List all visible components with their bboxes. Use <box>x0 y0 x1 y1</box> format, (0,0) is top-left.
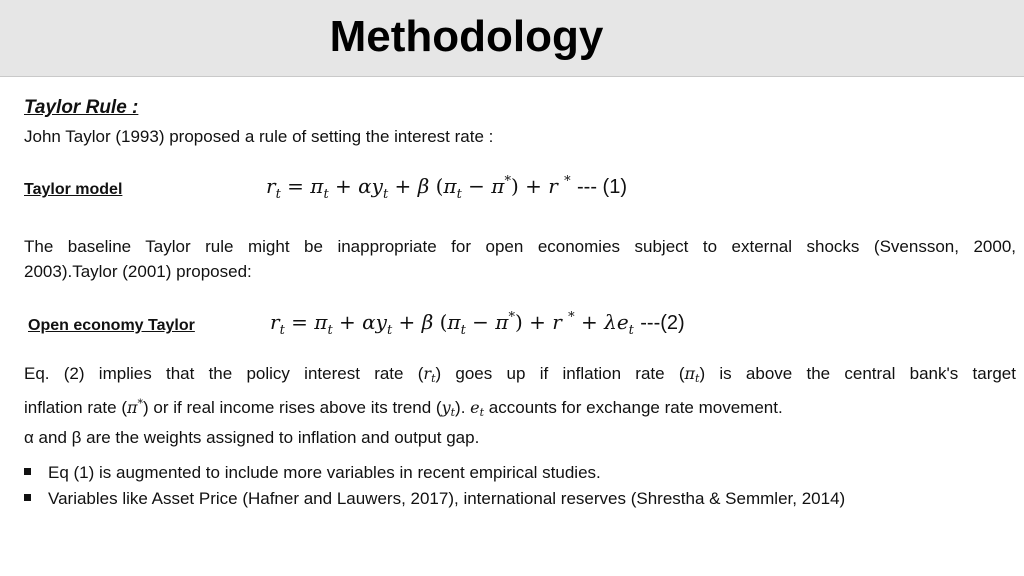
baseline-line-2: 2003).Taylor (2001) proposed: <box>24 262 252 281</box>
bullet-square-icon <box>24 494 31 501</box>
explanation-line-2: inflation rate (π*) or if real income rises above its trend $(y_t)$. $e_t$ accounts for exchange rate movement. <box>24 397 783 419</box>
equation-1: $r_t = \pi_t + \alpha y_t + \beta$ $(\pi_t - \pi^*) + r$ * --- (1) <box>266 174 627 202</box>
title-bar <box>0 0 1024 77</box>
bullet-item-2: Variables like Asset Price (Hafner and Lauwers, 2017), international reserves (Shrestha & Semmler, 2014) <box>24 489 845 509</box>
slide-title: Methodology <box>329 12 604 61</box>
bullet-item-1: Eq (1) is augmented to include more variables in recent empirical studies. <box>24 463 601 483</box>
taylor-model-label: Taylor model <box>24 181 123 198</box>
baseline-line-1: The baseline Taylor rule might be inappropriate for open economies subject to external shocks (Svensson, 2000, <box>24 237 1016 256</box>
intro-text: John Taylor (1993) proposed a rule of setting the interest rate : <box>24 127 494 146</box>
equation-2: $r_t = \pi_t + \alpha y_t + \beta$ $(\pi_t - \pi^*) + r$ $^* + \lambda e_t$ ---(2) <box>270 310 685 338</box>
explanation-line-3: α and β are the weights assigned to inflation and output gap. <box>24 428 480 447</box>
equation-1-number: --- (1) <box>577 176 627 198</box>
explanation-paragraph <box>24 361 1016 450</box>
equation-2-number: ---(2) <box>640 312 685 334</box>
explanation-line-1: Eq. (2) implies that the policy interest rate $(r_t)$ goes up if inflation rate $(\pi_t)$ is above the central bank's target <box>24 364 1016 385</box>
section-heading: Taylor Rule : <box>24 97 139 118</box>
bullet-square-icon <box>24 468 31 475</box>
baseline-paragraph <box>24 234 1016 284</box>
open-economy-label: Open economy Taylor <box>28 317 195 334</box>
